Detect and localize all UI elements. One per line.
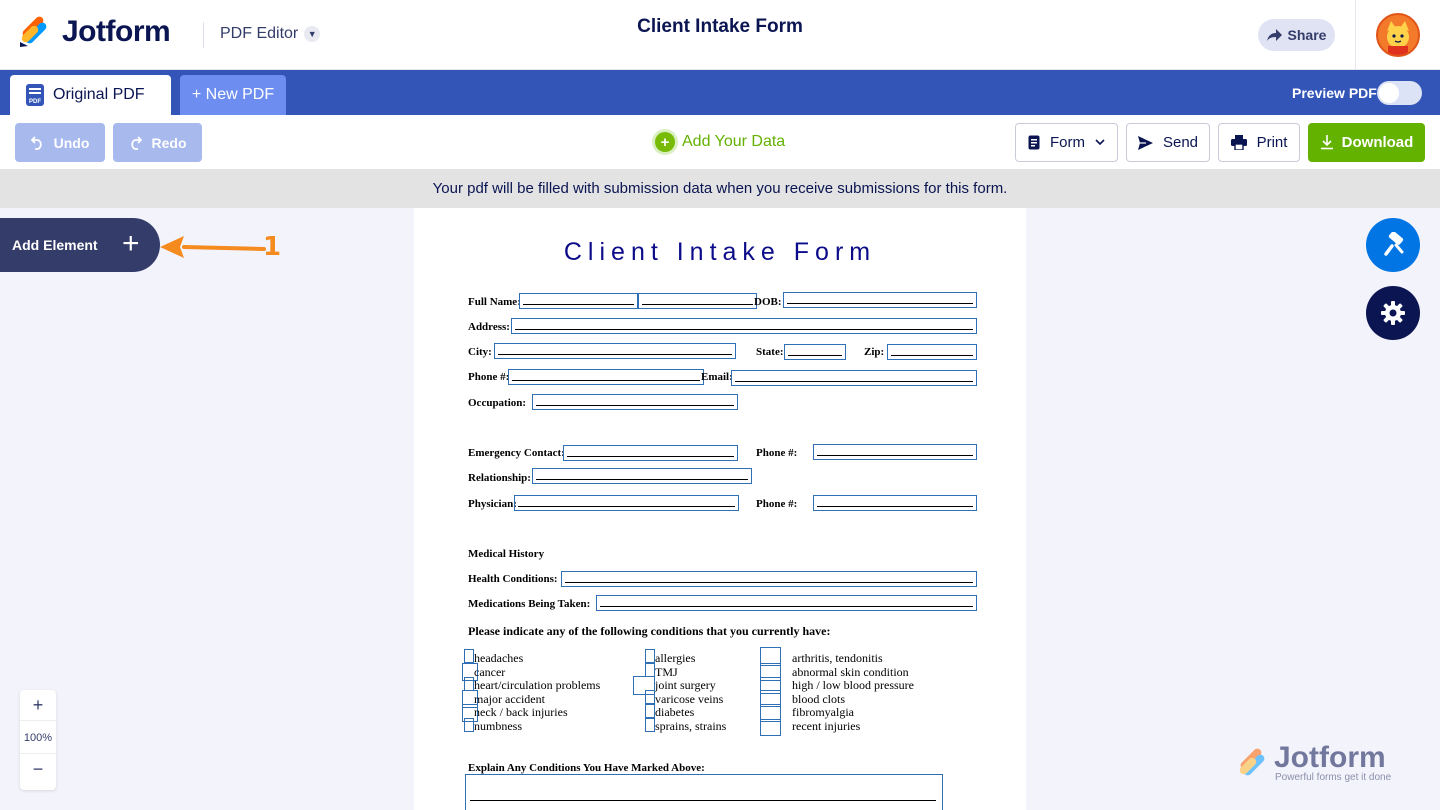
checkbox[interactable]	[464, 677, 474, 691]
label-zip: Zip:	[864, 346, 885, 358]
phone-field[interactable]	[508, 369, 704, 385]
submission-notice: Your pdf will be filled with submission data when you receive submissions for this form.	[0, 169, 1440, 208]
watermark-tagline: Powerful forms get it done	[1275, 772, 1392, 783]
label-state: State:	[756, 346, 784, 358]
add-element-label: Add Element	[12, 237, 98, 253]
emergency-contact-field[interactable]	[563, 445, 738, 461]
plus-circle-icon: +	[655, 132, 675, 152]
print-button[interactable]	[1218, 123, 1300, 162]
redo-icon	[129, 136, 142, 150]
checkbox[interactable]	[464, 718, 474, 732]
watermark-brand: Jotform	[1274, 741, 1386, 774]
download-button[interactable]	[1308, 123, 1425, 162]
occupation-field[interactable]	[532, 394, 738, 410]
label-emergency-contact: Emergency Contact:	[468, 447, 565, 459]
condition-label: fibromyalgia	[792, 705, 854, 719]
tab-new-pdf[interactable]: + New PDF	[180, 75, 286, 115]
zoom-out-button[interactable]: −	[32, 759, 44, 779]
redo-button[interactable]	[113, 123, 202, 162]
condition-label: heart/circulation problems	[474, 678, 601, 692]
redo-label: Redo	[151, 134, 187, 151]
header-separator	[1355, 0, 1356, 70]
condition-label: sprains, strains	[655, 719, 727, 733]
label-explain-conditions: Explain Any Conditions You Have Marked Above:	[468, 762, 705, 774]
annotation-number: 1	[263, 232, 282, 262]
checkbox[interactable]	[645, 690, 655, 704]
jotform-logo[interactable]	[18, 16, 170, 48]
condition-label: arthritis, tendonitis	[792, 651, 883, 665]
label-medications: Medications Being Taken:	[468, 598, 591, 610]
checkbox[interactable]	[760, 719, 781, 736]
tab-original-label: Original PDF	[53, 86, 145, 103]
product-switcher[interactable]	[220, 25, 320, 43]
form-icon	[1028, 135, 1040, 150]
jotform-watermark	[1236, 741, 1392, 783]
label-physician: Physician:	[468, 498, 517, 510]
pdf-tab-bar	[0, 70, 1440, 115]
checkbox[interactable]	[645, 649, 655, 663]
share-label: Share	[1287, 27, 1327, 43]
emergency-phone-field[interactable]	[813, 444, 977, 460]
settings-button[interactable]	[1366, 286, 1420, 340]
label-dob: DOB:	[754, 296, 782, 308]
label-phone: Phone #:	[468, 371, 510, 383]
product-name: PDF Editor	[220, 25, 299, 42]
condition-label: blood clots	[792, 692, 845, 706]
condition-label: neck / back injuries	[474, 705, 568, 719]
chevron-down-icon	[1095, 139, 1105, 146]
undo-button[interactable]	[15, 123, 105, 162]
paint-roller-icon	[1380, 232, 1406, 258]
state-field[interactable]	[784, 344, 846, 360]
jotform-logo-icon	[1236, 748, 1268, 780]
health-conditions-field[interactable]	[561, 571, 977, 587]
label-email: Email:	[701, 371, 733, 383]
condition-label: cancer	[474, 665, 506, 679]
send-label: Send	[1162, 134, 1199, 151]
physician-phone-field[interactable]	[813, 495, 977, 511]
address-field[interactable]	[511, 318, 977, 334]
label-health-conditions: Health Conditions:	[468, 573, 558, 585]
condition-label: headaches	[474, 651, 524, 665]
svg-text:PDF: PDF	[29, 99, 41, 105]
pdf-page	[414, 208, 1026, 810]
dob-field[interactable]	[783, 292, 977, 308]
checkbox[interactable]	[645, 704, 655, 718]
plus-icon: +	[122, 227, 140, 260]
add-your-data-button[interactable]	[655, 132, 785, 152]
send-icon	[1138, 136, 1153, 150]
share-button[interactable]	[1258, 19, 1335, 51]
physician-field[interactable]	[514, 495, 739, 511]
undo-label: Undo	[53, 134, 90, 151]
print-label: Print	[1256, 134, 1288, 151]
condition-label: recent injuries	[792, 719, 861, 733]
medications-field[interactable]	[596, 595, 977, 611]
gear-icon	[1380, 300, 1406, 326]
checkbox[interactable]	[464, 649, 474, 663]
label-physician-phone: Phone #:	[756, 498, 798, 510]
zip-field[interactable]	[887, 344, 977, 360]
share-arrow-icon	[1267, 29, 1282, 42]
label-full-name: Full Name:	[468, 296, 521, 308]
printer-icon	[1231, 135, 1247, 150]
explain-conditions-field[interactable]	[465, 774, 943, 810]
design-paint-button[interactable]	[1366, 218, 1420, 272]
add-element-button[interactable]	[0, 218, 160, 272]
condition-label: TMJ	[655, 665, 678, 679]
condition-label: major accident	[474, 692, 545, 706]
first-name-field[interactable]	[519, 293, 638, 309]
checkbox[interactable]	[645, 663, 655, 677]
label-emergency-phone: Phone #:	[756, 447, 798, 459]
download-label: Download	[1341, 134, 1414, 151]
condition-label: joint surgery	[655, 678, 716, 692]
page-title: Client Intake Form	[637, 16, 803, 37]
label-address: Address:	[468, 321, 510, 333]
avatar-image	[1378, 15, 1418, 55]
top-header	[0, 0, 1440, 70]
condition-label: high / low blood pressure	[792, 678, 914, 692]
editor-toolbar	[0, 115, 1440, 169]
checkbox[interactable]	[645, 718, 655, 732]
label-occupation: Occupation:	[468, 397, 527, 409]
toggle-knob	[1379, 83, 1399, 103]
zoom-in-button[interactable]: +	[32, 695, 44, 715]
city-field[interactable]	[494, 343, 736, 359]
pdf-file-icon	[26, 84, 44, 106]
jotform-logo-icon	[18, 16, 50, 48]
annotation-arrow	[154, 230, 266, 264]
medical-history-heading: Medical History	[468, 548, 545, 560]
add-data-label: Add Your Data	[682, 133, 786, 150]
tab-original-pdf[interactable]	[10, 75, 171, 115]
undo-icon	[31, 136, 44, 150]
send-button[interactable]	[1126, 123, 1210, 162]
brand-name: Jotform	[62, 15, 171, 48]
avatar[interactable]	[1376, 13, 1420, 57]
form-dropdown-button[interactable]	[1015, 123, 1118, 162]
form-label: Form	[1050, 134, 1085, 151]
chevron-down-icon: ▼	[304, 26, 320, 42]
email-field[interactable]	[731, 370, 977, 386]
condition-label: diabetes	[655, 705, 695, 719]
condition-label: allergies	[655, 651, 696, 665]
conditions-prompt: Please indicate any of the following conditions that you currently have:	[468, 624, 831, 638]
condition-label: numbness	[474, 719, 522, 733]
condition-label: abnormal skin condition	[792, 665, 909, 679]
preview-pdf-label: Preview PDF	[1292, 85, 1377, 101]
zoom-control	[20, 690, 56, 790]
label-relationship: Relationship:	[468, 472, 531, 484]
pdf-title: Client Intake Form	[563, 238, 877, 266]
zoom-level: 100%	[20, 720, 56, 754]
preview-pdf-toggle[interactable]	[1377, 81, 1422, 105]
relationship-field[interactable]	[532, 468, 752, 484]
label-city: City:	[468, 346, 492, 358]
condition-label: varicose veins	[655, 692, 724, 706]
last-name-field[interactable]	[638, 293, 757, 309]
download-icon	[1320, 135, 1334, 150]
header-divider	[203, 22, 204, 48]
